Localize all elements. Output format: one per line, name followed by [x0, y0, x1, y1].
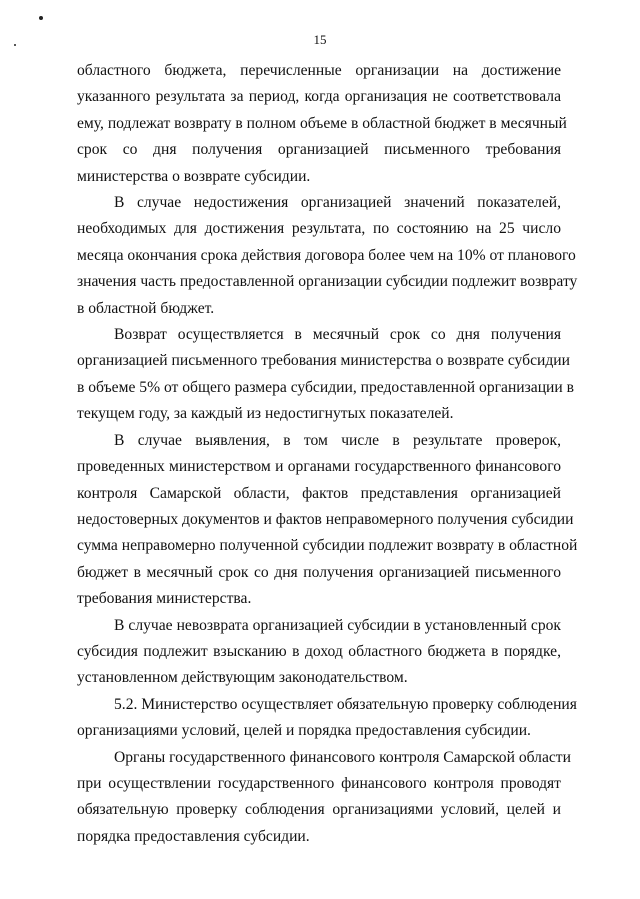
text-line: Органы государственного финансового контроля Самарской области: [114, 748, 571, 766]
text-line: субсидия подлежит взысканию в доход областного бюджета в порядке,: [77, 642, 561, 660]
text-line: требования министерства.: [77, 590, 252, 608]
page-number: 15: [313, 32, 327, 47]
paragraph-7: [77, 745, 571, 851]
text-line: установленном действующим законодательством.: [77, 669, 408, 687]
paragraph-2: [77, 190, 578, 322]
text-line: значения часть предоставленной организации субсидии подлежит возврату: [77, 273, 578, 291]
document-body: [77, 58, 578, 850]
text-line: областного бюджета, перечисленные организации на достижение: [77, 62, 561, 79]
paragraph-3: [77, 322, 575, 428]
paragraph-1: [77, 58, 567, 190]
text-line: В случае невозврата организацией субсидии в установленный срок: [114, 616, 561, 634]
text-line: организациями условий, целей и порядка предоставления субсидии.: [77, 722, 531, 740]
text-line: ему, подлежат возврату в полном объеме в областной бюджет в месячный: [77, 114, 567, 132]
text-line: недостоверных документов и фактов неправомерного получения субсидии: [77, 510, 574, 528]
text-line: контроля Самарской области, фактов представления организацией: [77, 484, 561, 502]
text-line: 5.2. Министерство осуществляет обязательную проверку соблюдения: [114, 695, 577, 713]
text-line: В случае недостижения организацией значений показателей,: [114, 194, 561, 212]
text-line: указанного результата за период, когда организация не соответствовала: [77, 88, 561, 106]
paragraph-5: [77, 613, 561, 692]
text-line: текущем году, за каждый из недостигнутых показателей.: [77, 405, 454, 423]
text-line: срок со дня получения организацией письменного требования: [77, 141, 561, 159]
scan-artifact-dot: [39, 16, 43, 20]
text-line: в областной бюджет.: [77, 299, 215, 317]
text-line: сумма неправомерно полученной субсидии подлежит возврату в областной: [77, 537, 578, 555]
text-line: в объеме 5% от общего размера субсидии, предоставленной организации в: [77, 378, 575, 396]
text-line: порядка предоставления субсидии.: [77, 827, 310, 845]
text-line: организацией письменного требования министерства о возврате субсидии: [77, 352, 570, 370]
text-line: необходимых для достижения результата, по состоянию на 25 число: [77, 220, 561, 238]
paragraph-4: [77, 428, 578, 613]
text-line: В случае выявления, в том числе в результате проверок,: [114, 431, 561, 449]
text-line: Возврат осуществляется в месячный срок со дня получения: [114, 326, 561, 344]
text-line: при осуществлении государственного финансового контроля проводят: [77, 774, 561, 792]
text-line: бюджет в месячный срок со дня получения организацией письменного: [77, 563, 561, 581]
text-line: проведенных министерством и органами государственного финансового: [77, 458, 561, 476]
text-line: месяца окончания срока действия договора более чем на 10% от планового: [77, 246, 576, 264]
text-line: министерства о возврате субсидии.: [77, 167, 311, 185]
paragraph-6: [77, 692, 577, 745]
text-line: обязательную проверку соблюдения организациями условий, целей и: [77, 801, 561, 819]
